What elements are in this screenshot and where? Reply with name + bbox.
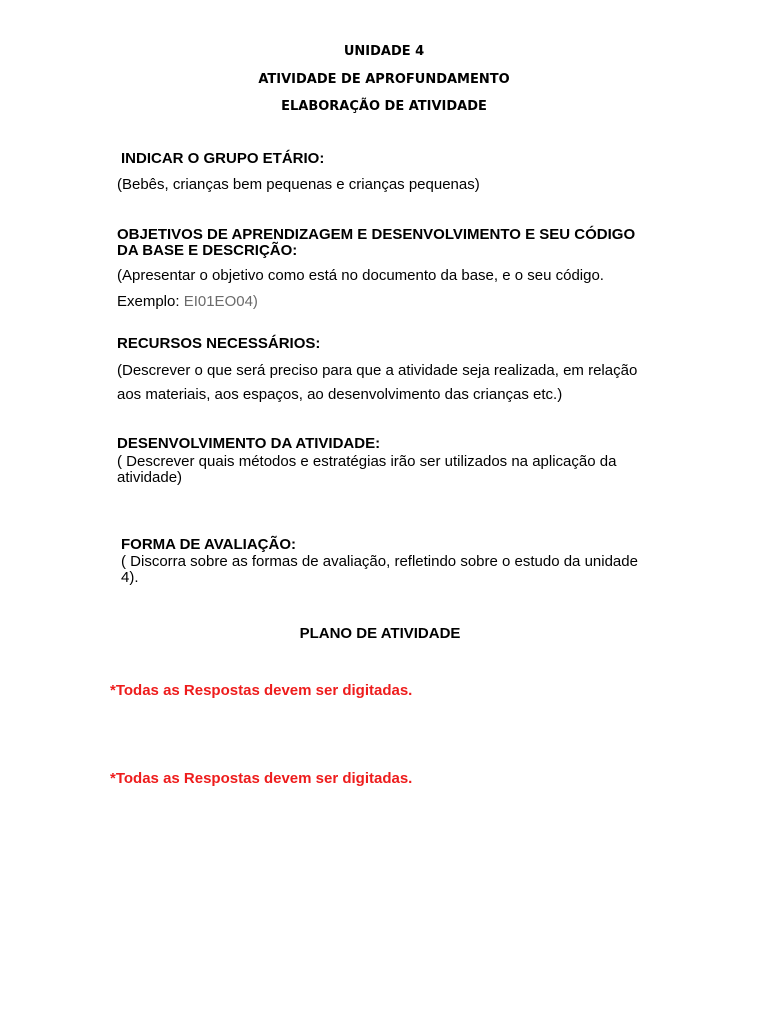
desenvolvimento-text-line1: ( Descrever quais métodos e estratégias irão ser utilizados na aplicação da xyxy=(117,453,617,470)
avaliacao-text-line2: 4). xyxy=(121,569,139,586)
objetivos-heading-line1: OBJETIVOS DE APRENDIZAGEM E DESENVOLVIMENTO E SEU CÓDIGO xyxy=(117,226,636,243)
recursos-heading: RECURSOS NECESSÁRIOS: xyxy=(117,335,321,352)
avaliacao-text-line1: ( Discorra sobre as formas de avaliação, refletindo sobre o estudo da unidade xyxy=(121,553,638,570)
avaliacao-heading: FORMA DE AVALIAÇÃO: xyxy=(121,536,296,553)
objetivos-heading-line2: DA BASE E DESCRIÇÃO: xyxy=(117,242,298,259)
example-label: Exemplo: xyxy=(117,293,184,310)
recursos-text-line2: aos materiais, aos espaços, ao desenvolvimento das crianças etc.) xyxy=(117,386,563,403)
objetivos-example xyxy=(117,293,258,310)
objetivos-text: (Apresentar o objetivo como está no documento da base, e o seu código. xyxy=(117,267,604,284)
header-activity-type: ATIVIDADE DE APROFUNDAMENTO xyxy=(258,72,510,87)
notice-typed-answers-2: *Todas as Respostas devem ser digitadas. xyxy=(110,770,413,787)
header-unit: UNIDADE 4 xyxy=(343,44,425,59)
example-code: EI01EO04) xyxy=(183,293,258,310)
recursos-text-line1: (Descrever o que será preciso para que a atividade seja realizada, em relação xyxy=(117,362,638,379)
notice-typed-answers-1: *Todas as Respostas devem ser digitadas. xyxy=(110,682,413,699)
grupo-text: (Bebês, crianças bem pequenas e crianças pequenas) xyxy=(117,176,480,193)
plano-title: PLANO DE ATIVIDADE xyxy=(299,625,461,642)
header-activity-title: ELABORAÇÃO DE ATIVIDADE xyxy=(281,99,487,114)
grupo-heading: INDICAR O GRUPO ETÁRIO: xyxy=(121,150,325,167)
desenvolvimento-heading: DESENVOLVIMENTO DA ATIVIDADE: xyxy=(117,435,381,452)
desenvolvimento-text-line2: atividade) xyxy=(117,469,183,486)
